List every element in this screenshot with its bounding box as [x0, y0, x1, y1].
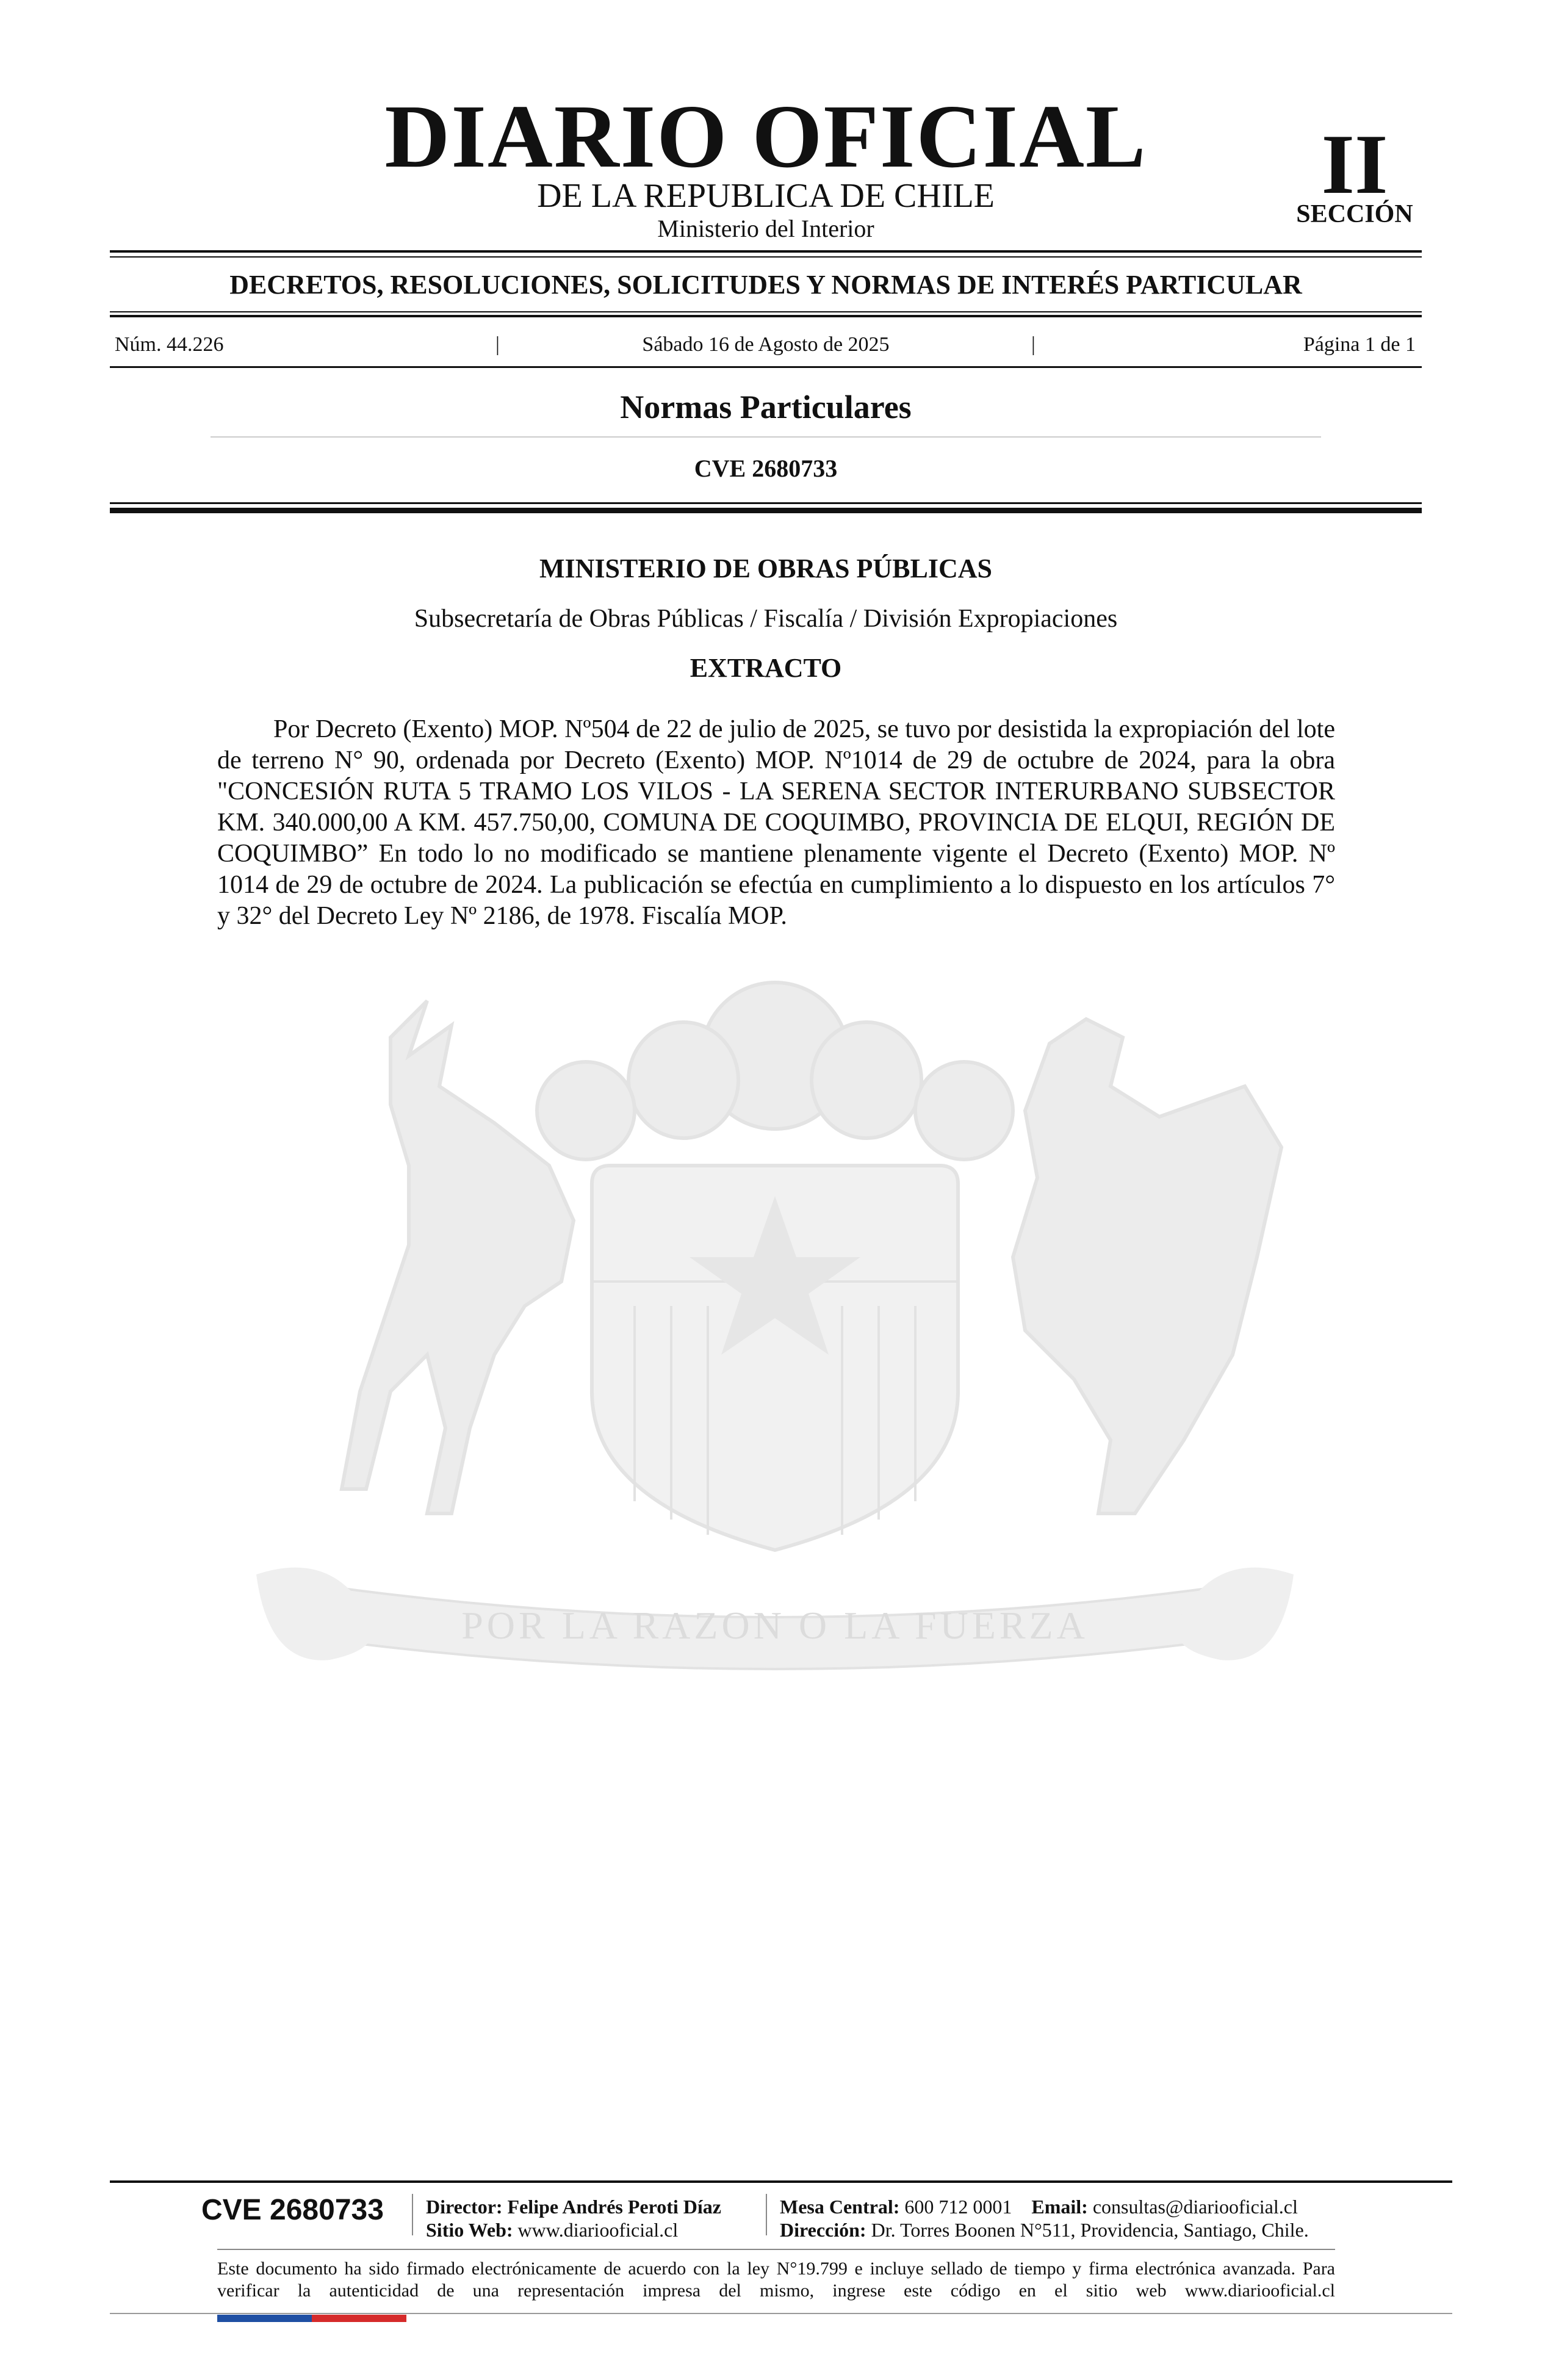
watermark-motto: POR LA RAZON O LA FUERZA	[461, 1604, 1089, 1647]
article-doc-type: EXTRACTO	[690, 653, 842, 683]
article-ministry: MINISTERIO DE OBRAS PÚBLICAS	[539, 554, 993, 583]
footer-director-value: Felipe Andrés Peroti Díaz	[507, 2196, 721, 2218]
newspaper-title: DIARIO OFICIAL	[384, 87, 1147, 187]
article-body: Por Decreto (Exento) MOP. Nº504 de 22 de julio de 2025, se tuvo por desistida la expropiación del lote de terreno N° 90, ordenada por Decreto (Exento) MOP. Nº1014 de 29 de octubre de 2024, para la obra "CONCESIÓN RUTA 5 TRAMO LOS VILOS - LA SERENA SECTOR INTERURBANO SUBSECTOR KM. 340.000,00 A KM. 457.750,00, COMUNA DE COQUIMBO, PROVINCIA DE ELQUI, REGIÓN DE COQUIMBO” En todo lo no modificado se mantiene plenamente vigente el Decreto (Exento) MOP. Nº 1014 de 29 de octubre de 2024. La publicación se efectúa en cumplimiento a lo dispuesto en los artículos 7° y 32° del Decreto Ley Nº 2186, de 1978. Fiscalía MOP.	[217, 715, 1335, 930]
issue-separator: |	[1031, 333, 1036, 356]
footer-legal-notice: Este documento ha sido firmado electrónicamente de acuerdo con la ley N°19.799 e incluye sellado de tiempo y firma electrónica avanzada. Para verificar la autenticidad de una representación impresa del mismo, ingrese este código en el sitio web www.diariooficial.cl	[217, 2259, 1335, 2301]
footer-website-link[interactable]: www.diariooficial.cl	[517, 2219, 679, 2241]
footer-director-column	[426, 2195, 721, 2241]
header-bottom-rule-thin	[110, 502, 1422, 504]
banner-rule-thick	[110, 315, 1422, 317]
footer-cve-code: CVE 2680733	[201, 2194, 384, 2226]
cve-code: CVE 2680733	[694, 455, 838, 482]
footer-email-link[interactable]: consultas@diariooficial.cl	[1092, 2196, 1298, 2218]
footer-rule-top	[110, 2180, 1452, 2183]
flag-stripe-blue	[217, 2315, 312, 2322]
footer-address	[780, 2218, 1309, 2241]
footer-contact-column	[780, 2195, 1309, 2241]
footer-address-label: Dirección:	[780, 2219, 866, 2241]
footer-contact-line	[780, 2195, 1309, 2218]
newspaper-subtitle: DE LA REPUBLICA DE CHILE	[537, 177, 995, 215]
footer-phone-value: 600 712 0001	[904, 2196, 1012, 2218]
issue-separator: |	[495, 333, 500, 356]
issue-number: Núm. 44.226	[115, 333, 224, 356]
section-banner: DECRETOS, RESOLUCIONES, SOLICITUDES Y NORMAS DE INTERÉS PARTICULAR	[229, 270, 1302, 300]
footer-phone-label: Mesa Central:	[780, 2196, 900, 2218]
footer-rule-bottom	[110, 2313, 1452, 2314]
ministry-line: Ministerio del Interior	[657, 215, 874, 242]
footer-website	[426, 2218, 721, 2241]
section-title-underline	[211, 436, 1321, 438]
section-number: II	[1321, 117, 1388, 212]
section-title: Normas Particulares	[620, 389, 912, 425]
masthead-rule-thick	[110, 250, 1422, 253]
footer-separator	[412, 2194, 413, 2235]
footer-separator	[766, 2194, 767, 2235]
header-bottom-rule-thick	[110, 508, 1422, 513]
masthead-rule-thin	[110, 256, 1422, 258]
footer-address-value: Dr. Torres Boonen N°511, Providencia, Santiago, Chile.	[871, 2219, 1309, 2241]
footer-director	[426, 2195, 721, 2218]
footer-website-label: Sitio Web:	[426, 2219, 513, 2241]
issue-date: Sábado 16 de Agosto de 2025	[642, 333, 890, 356]
article-subdivision: Subsecretaría de Obras Públicas / Fiscalía / División Expropiaciones	[414, 605, 1118, 633]
issue-rule	[110, 366, 1422, 368]
footer-email-label: Email:	[1031, 2196, 1088, 2218]
footer-rule-mid	[217, 2249, 1335, 2250]
flag-stripe-red	[312, 2315, 406, 2322]
banner-rule-thin	[110, 311, 1422, 312]
footer-director-label: Director:	[426, 2196, 503, 2218]
coat-of-arms-watermark-icon	[207, 964, 1342, 1684]
section-label: SECCIÓN	[1296, 200, 1413, 228]
page-indicator: Página 1 de 1	[1303, 333, 1416, 356]
